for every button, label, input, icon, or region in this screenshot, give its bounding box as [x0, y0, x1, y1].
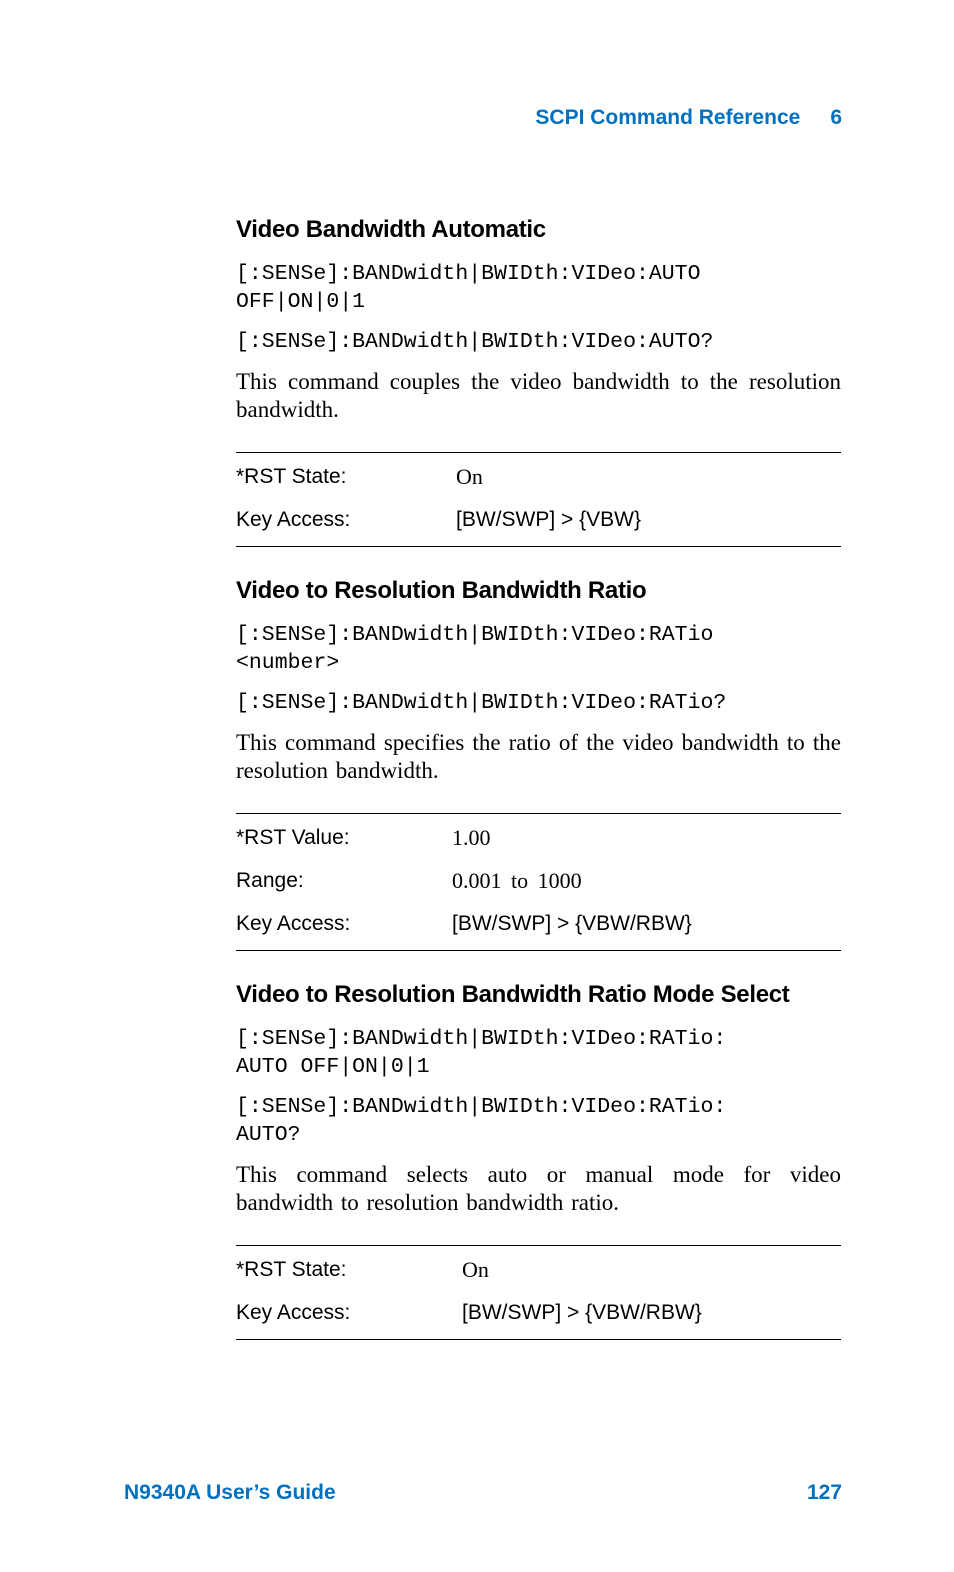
running-header — [535, 106, 842, 130]
row-value: [BW/SWP] > {VBW/RBW} — [452, 911, 692, 935]
table-row — [236, 859, 841, 902]
section-title: Video to Resolution Bandwidth Ratio Mode Select — [236, 981, 790, 1008]
command-query: [:SENSe]:BANDwidth|BWIDth:VIDeo:RATio: AUTO? — [236, 1095, 727, 1147]
row-label: *RST State: — [236, 1257, 347, 1281]
row-label: Range: — [236, 868, 304, 892]
table-row — [236, 498, 841, 541]
section-ratio-mode-select — [236, 981, 841, 1340]
row-label: *RST Value: — [236, 825, 350, 849]
section-video-resolution-ratio — [236, 577, 841, 951]
command-description: This command couples the video bandwidth to the resolution bandwidth. — [236, 369, 841, 422]
row-value: On — [456, 463, 483, 489]
command-query: [:SENSe]:BANDwidth|BWIDth:VIDeo:AUTO? — [236, 330, 714, 354]
table-row — [236, 816, 841, 859]
row-value: [BW/SWP] > {VBW} — [456, 507, 641, 531]
parameter-table — [236, 813, 841, 951]
command-description: This command specifies the ratio of the video bandwidth to the resolution bandwidth. — [236, 730, 841, 783]
command-query: [:SENSe]:BANDwidth|BWIDth:VIDeo:RATio? — [236, 691, 727, 715]
command-description: This command selects auto or manual mode for video bandwidth to resolution bandwidth ratio. — [236, 1162, 841, 1215]
footer-guide-title: N9340A User’s Guide — [124, 1481, 336, 1504]
command-syntax: [:SENSe]:BANDwidth|BWIDth:VIDeo:RATio: AUTO OFF|ON|0|1 — [236, 1027, 727, 1079]
table-row — [236, 1248, 841, 1291]
page-content — [236, 216, 841, 1370]
page-number: 127 — [806, 1481, 842, 1504]
row-value: 0.001 to 1000 — [452, 867, 582, 893]
running-footer — [124, 1481, 842, 1505]
command-syntax: [:SENSe]:BANDwidth|BWIDth:VIDeo:AUTO OFF|ON|0|1 — [236, 262, 701, 314]
section-title: Video to Resolution Bandwidth Ratio — [236, 577, 647, 604]
header-section-title: SCPI Command Reference — [535, 106, 801, 129]
row-label: Key Access: — [236, 507, 351, 531]
section-video-bandwidth-automatic — [236, 216, 841, 547]
parameter-table — [236, 452, 841, 547]
table-row — [236, 455, 841, 498]
row-label: Key Access: — [236, 911, 351, 935]
table-row — [236, 1291, 841, 1334]
row-value: On — [462, 1256, 489, 1282]
row-label: Key Access: — [236, 1300, 351, 1324]
header-chapter-number: 6 — [830, 106, 842, 129]
row-value: [BW/SWP] > {VBW/RBW} — [462, 1300, 702, 1324]
table-row — [236, 902, 841, 945]
command-syntax: [:SENSe]:BANDwidth|BWIDth:VIDeo:RATio <number> — [236, 623, 714, 675]
parameter-table — [236, 1245, 841, 1340]
row-value: 1.00 — [452, 824, 491, 850]
section-title: Video Bandwidth Automatic — [236, 216, 546, 243]
row-label: *RST State: — [236, 464, 347, 488]
